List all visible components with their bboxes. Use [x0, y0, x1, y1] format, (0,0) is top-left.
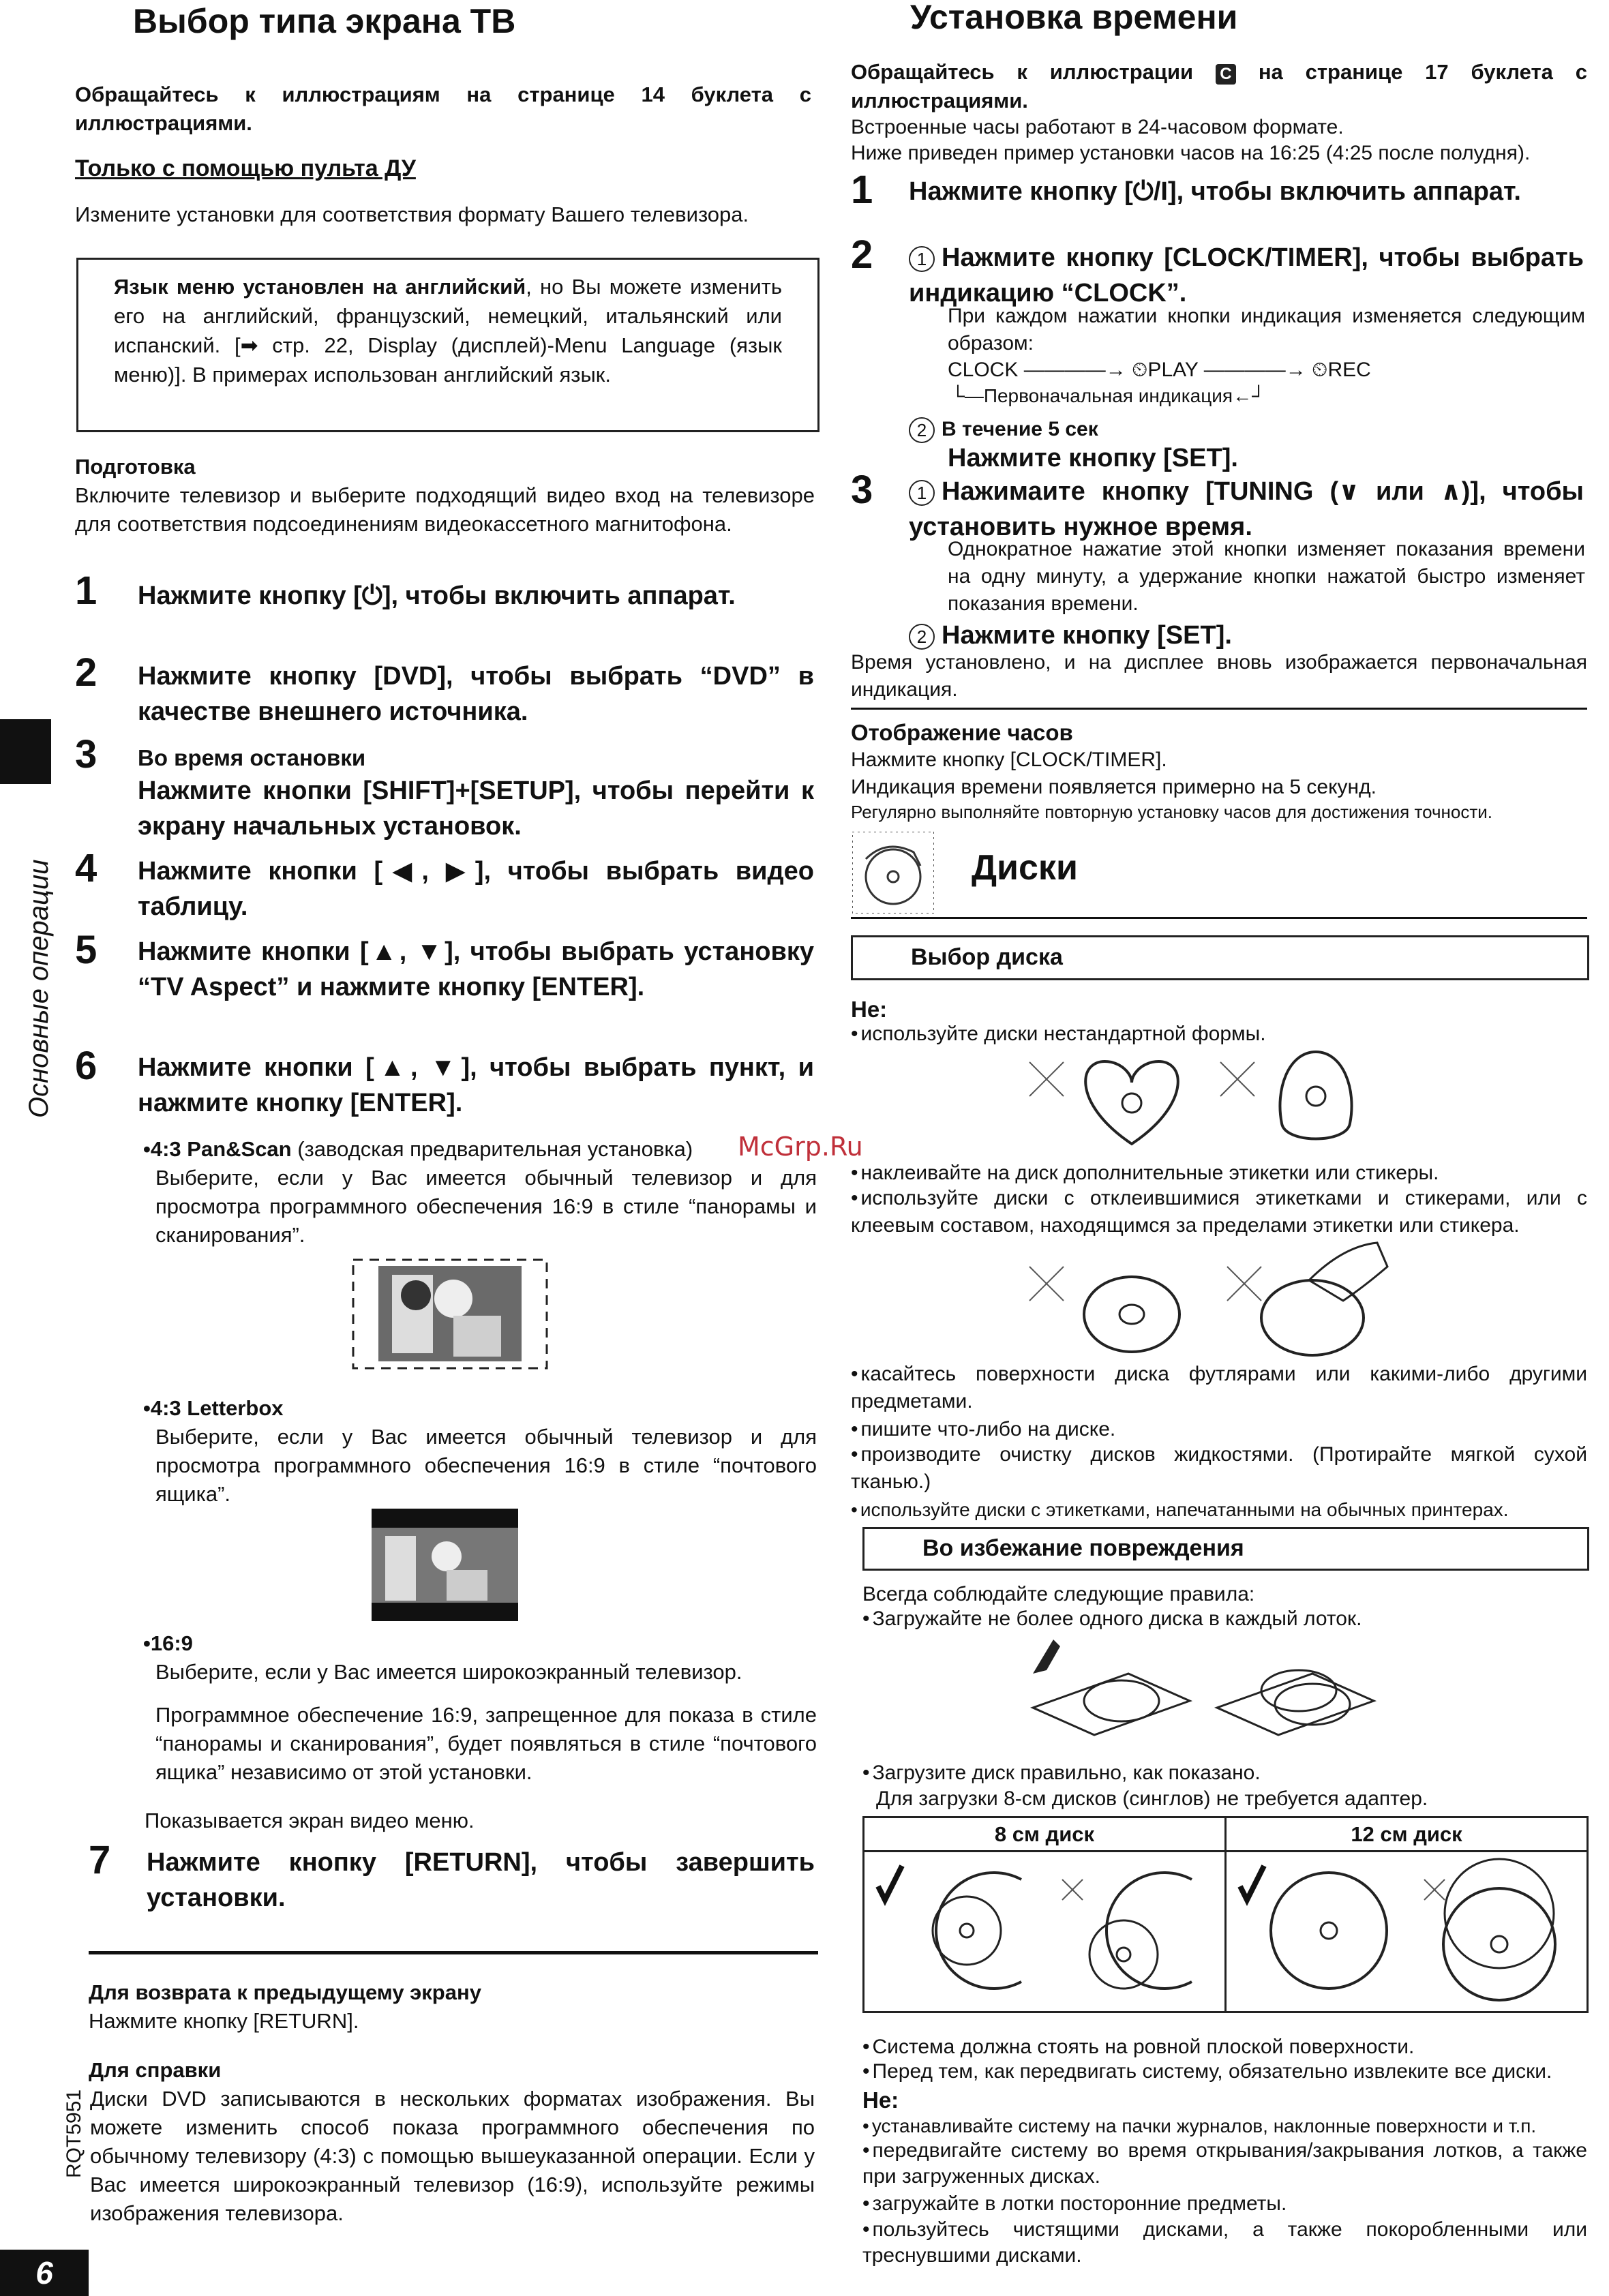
option-169-title: •16:9: [143, 1631, 193, 1655]
intro-text: Измените установки для соответствия формату Вашего телевизора.: [75, 202, 749, 226]
step-4-number: 4: [75, 846, 97, 890]
clock-step-2a-note: При каждом нажатии кнопки индикация изменяется следующим образом:: [948, 305, 1585, 354]
bullet-printed-labels: • используйте диски с этикетками, напечатанными на обычных принтерах.: [851, 1496, 1509, 1524]
section-tab-marker: [0, 719, 51, 784]
watermark: McGrp.Ru: [738, 1132, 863, 1162]
disc-8cm-illustration-cell: [864, 1852, 1226, 2012]
clock-24h: Встроенные часы работают в 24-часовом формате.: [851, 116, 1344, 138]
select-disc-box: [851, 935, 1589, 980]
always-rules: Всегда соблюдайте следующие правила:: [862, 1583, 1255, 1605]
step-6-number: 6: [75, 1044, 97, 1088]
clock-cycle-back: └—Первоначальная индикация←┘: [951, 385, 1265, 406]
step-3-number: 3: [75, 732, 97, 776]
step-3-text: Нажмите кнопки [SHIFT]+[SETUP], чтобы перейти к экрану начальных установок.: [138, 776, 814, 841]
ne-label-2: Не:: [862, 2087, 899, 2113]
clock-display-title: Отображение часов: [851, 720, 1073, 745]
ne-move: • передвигайте систему во время открывания/закрывания лотков, а также при загруженных дисках.: [862, 2138, 1587, 2190]
back-text: Нажмите кнопку [RETURN].: [89, 2009, 359, 2033]
remote-only-heading: Только с помощью пульта ДУ: [75, 155, 416, 181]
section-side-label: Основные операции: [24, 859, 54, 1118]
illustration-c-icon: C: [1216, 64, 1236, 85]
disc-12cm-header: 12 см диск: [1226, 1817, 1588, 1852]
disc-12cm-illustration: [1227, 1852, 1587, 2008]
menu-language-note: Язык меню установлен на английский, но Вы можете изменить его на английский, французский, немецкий, итальянский или испанский. [➡ стр. 22, Display (дисплей)-Menu Language (язык меню)]. В примерах использован английский язык.: [114, 275, 782, 387]
bullet-clean: • производите очистку дисков жидкостями. (Протирайте мягкой сухой тканью.): [851, 1441, 1587, 1496]
clock-step-3b-text: 2 Нажмите кнопку [SET].: [909, 618, 1584, 653]
discs-title: Диски: [972, 848, 1078, 888]
step-5-number: 5: [75, 928, 97, 972]
prep-text: Включите телевизор и выберите подходящий видео вход на телевизоре для соответствия подсоединениям видеокассетного магнитофона.: [75, 483, 815, 536]
clock-step-2b-text: Нажмите кнопку [SET].: [948, 444, 1238, 472]
avoid-damage-box: [862, 1527, 1589, 1571]
ne-label-1: Не:: [851, 997, 888, 1022]
clock-step-3a-note: Однократное нажатие этой кнопки изменяет показания времени на одну минуту, а удержание кнопки нажатой быстро изменяет показания времени.: [948, 538, 1585, 615]
rule-one-disc: • Загружайте не более одного диска в каждый лоток.: [862, 1605, 1362, 1633]
disc-loading-table: [862, 1816, 1589, 2013]
rule-load-correctly: • Загрузите диск правильно, как показано.: [862, 1759, 1261, 1787]
bullet-labels: • наклеивайте на диск дополнительные этикетки или стикеры.: [851, 1159, 1439, 1188]
clock-step-3a-text: 1 Нажимаите кнопку [TUNING (∨ или ∧)], чтобы установить нужное время.: [909, 477, 1584, 541]
clock-display-1: Нажмите кнопку [CLOCK/TIMER].: [851, 749, 1167, 771]
step-1-number: 1: [75, 569, 97, 613]
ne-magazines: • устанавливайте систему на пачки журналов, наклонные поверхности и т.п.: [862, 2112, 1536, 2141]
menu-shown-text: Показывается экран видео меню.: [145, 1809, 475, 1832]
step-4-text: Нажмите кнопки [◀, ▶], чтобы выбрать видео таблицу.: [138, 857, 814, 921]
bullet-touch: • касайтесь поверхности диска футлярами или какими-либо другими предметами.: [851, 1361, 1587, 1415]
disc-hand-icon: [852, 832, 934, 913]
clock-title: Установка времени: [910, 0, 1238, 36]
option-169-text: Выберите, если у Вас имеется широкоэкранный телевизор.: [155, 1660, 742, 1684]
discs-divider: [851, 917, 1587, 919]
illustration-ref: Обращайтесь к иллюстрациям на странице 14 буклета с иллюстрациями.: [75, 82, 811, 135]
menu-language-note-box: [76, 258, 819, 432]
section-divider: [89, 1951, 818, 1954]
select-disc-title: Выбор диска: [911, 944, 1063, 970]
step-7-text: Нажмите кнопку [RETURN], чтобы завершить установки.: [147, 1848, 815, 1912]
step-7-number: 7: [89, 1838, 111, 1882]
clock-display-2: Индикация времени появляется примерно на 5 секунд.: [851, 776, 1377, 798]
clock-cycle: CLOCK ————→ ⏲PLAY ————→ ⏲REC: [948, 359, 1371, 381]
tv-type-title: Выбор типа экрана ТВ: [133, 2, 516, 40]
step-6-text: Нажмите кнопки [▲, ▼], чтобы выбрать пункт, и нажмите кнопку [ENTER].: [138, 1053, 814, 1117]
option-letterbox-title: •4:3 Letterbox: [143, 1396, 284, 1420]
doc-code: RQT5951: [63, 2089, 85, 2178]
back-title: Для возврата к предыдущему экрану: [89, 1980, 481, 2004]
bullet-peeling: • используйте диски с отклеившимися этикетками и стикерами, или с клеевым составом, находящимся за пределами этикетки или стикера.: [851, 1185, 1587, 1239]
ne-foreign: • загружайте в лотки посторонние предметы.: [862, 2190, 1287, 2218]
page-number: 6: [0, 2250, 89, 2296]
rule-8cm-adapter: Для загрузки 8-см дисков (синглов) не требуется адаптер.: [876, 1787, 1428, 1810]
clock-step-2-number: 2: [851, 232, 873, 277]
clock-step-1-number: 1: [851, 168, 873, 212]
avoid-damage-title: Во избежание повреждения: [922, 1535, 1244, 1561]
clock-step-1-text: Нажмите кнопку [⏻/I], чтобы включить аппарат.: [909, 177, 1521, 206]
prep-title: Подготовка: [75, 455, 196, 479]
clock-display-3: Регулярно выполняйте повторную установку часов для достижения точности.: [851, 802, 1492, 822]
clock-done: Время установлено, и на дисплее вновь изображается первоначальная индикация.: [851, 651, 1587, 701]
clock-step-2a-text: 1 Нажмите кнопку [CLOCK/TIMER], чтобы выбрать индикацию “CLOCK”.: [909, 243, 1584, 307]
disc-8cm-header: 8 см диск: [864, 1817, 1226, 1852]
rule-remove-discs: • Перед тем, как передвигать систему, обязательно извлеките все диски.: [862, 2057, 1552, 2086]
disc-12cm-illustration-cell: [1226, 1852, 1588, 2012]
bullet-nonstandard: • используйте диски нестандартной формы.: [851, 1020, 1266, 1048]
option-note: Программное обеспечение 16:9, запрещенное для показа в стиле “панорамы и сканирования”, будет появляться в стиле “почтового ящика” независимо от этой установки.: [155, 1703, 817, 1784]
clock-illustration-ref: Обращайтесь к иллюстрации C на странице 17 буклета с иллюстрациями.: [851, 60, 1587, 112]
clock-divider: [851, 708, 1587, 710]
step-3-pre: Во время остановки: [138, 745, 366, 770]
reference-text: Диски DVD записываются в нескольких форматах изображения. Вы можете изменить способ показа программного обеспечения по обычному телевизору (4:3) с помощью вышеуказанной операции. Если у Вас имеется широкоэкранный телевизор (16:9), используйте режимы изображения телевизора.: [90, 2087, 815, 2225]
option-pan-scan-title: •4:3 Pan&Scan (заводская предварительная установка): [143, 1137, 693, 1161]
option-pan-scan-text: Выберите, если у Вас имеется обычный телевизор и для просмотра программного обеспечения 16:9 в стиле “панорамы и сканирования”.: [155, 1166, 817, 1247]
sticker-discs-illustration: [1023, 1239, 1391, 1359]
option-letterbox-text: Выберите, если у Вас имеется обычный телевизор и для просмотра программного обеспечения 16:9 в стиле “почтового ящика”.: [155, 1425, 817, 1506]
bullet-write: • пишите что-либо на диске.: [851, 1415, 1115, 1444]
disc-8cm-illustration: [864, 1852, 1224, 2008]
clock-step-2b-pre: 2 В течение 5 сек: [909, 414, 1098, 444]
clock-step-3-number: 3: [851, 468, 873, 512]
ne-cleaning-discs: • пользуйтесь чистящими дисками, а также покоробленными или треснувшими дисками.: [862, 2217, 1587, 2269]
step-2-number: 2: [75, 650, 97, 695]
step-1-text: Нажмите кнопку [⏻], чтобы включить аппарат.: [138, 581, 736, 610]
step-2-text: Нажмите кнопку [DVD], чтобы выбрать “DVD” в качестве внешнего источника.: [138, 662, 814, 726]
letterbox-illustration: [372, 1509, 518, 1621]
clock-example: Ниже приведен пример установки часов на 16:25 (4:25 после полудня).: [851, 142, 1531, 164]
reference-title: Для справки: [89, 2058, 222, 2082]
nonstandard-discs-illustration: [1023, 1048, 1377, 1151]
rule-flat-surface: • Система должна стоять на ровной плоской поверхности.: [862, 2033, 1414, 2061]
pan-scan-illustration: [351, 1258, 549, 1370]
tray-illustration: [1026, 1633, 1381, 1749]
step-5-text: Нажмите кнопки [▲, ▼], чтобы выбрать установку “TV Aspect” и нажмите кнопку [ENTER].: [138, 937, 814, 1001]
